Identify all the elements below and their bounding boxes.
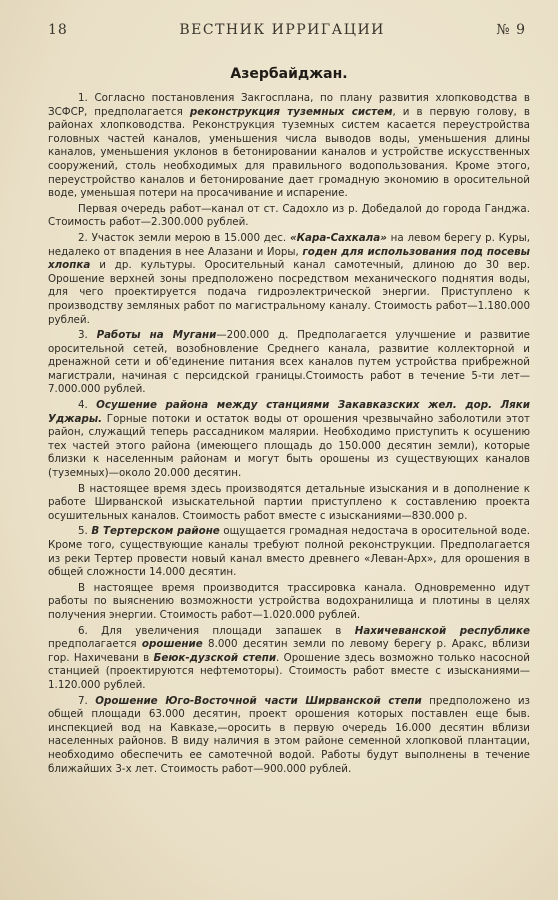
- paragraph-text: 4.: [78, 399, 97, 412]
- page-number: 18: [48, 22, 68, 38]
- paragraph: [48, 329, 530, 397]
- paragraph-text: 2. Участок земли мерою в 15.000 дес.: [78, 231, 290, 244]
- paragraph-text: , и в первую голову, в районах хлопководства. Реконструкция туземных систем касается переустройства головных частей каналов, уменьшения числа выводов воды, уменьшения длины каналов, уменьшения уклонов в бетонировании каналов и устройстве искусственных сооружений, столь необходимых для правильного водопользования. Кроме этого, переустройство каналов и бетонирование дает громадную экономию в оросительной воде, уменьшая потери на просачивание и испарение.: [48, 105, 530, 200]
- emphasized-text: Нахичеванской республике: [354, 624, 530, 637]
- emphasized-text: Осушение района между станциями Закавказских жел. дор. Ляки Уджары.: [48, 399, 530, 425]
- running-header: [48, 22, 530, 38]
- paragraph-text: 6. Для увеличения площади запашек в: [78, 624, 355, 637]
- emphasized-text: орошение: [141, 638, 203, 651]
- paragraph-text: на левом берегу р. Куры, недалеко от впадения в нее Алазани и Иоры,: [48, 231, 530, 258]
- paragraph-text: 7.: [78, 694, 96, 707]
- emphasized-text: Работы на Мугани: [96, 329, 217, 342]
- emphasized-text: В Тертерском районе: [91, 525, 220, 538]
- paragraph-text: ощущается громадная недостача в оросительной воде. Кроме того, существующие каналы требуют полной реконструкции. Предполагается из реки Тертер провести новый канал вместо древнего «Леван-Арх», для орошения в общей сложности 14.000 десятин.: [48, 525, 530, 579]
- issue-number: № 9: [496, 22, 526, 38]
- paragraph: [48, 525, 530, 579]
- paragraph-text: —200.000 д. Предполагается улучшение и развитие оросительной сетей, возобновление Среднего канала, развитие коллекторной и дренажной сети и об'единение питания всех каналов путем устройства прибрежной магистрали, начиная с персидской границы.Стоимость работ в течение 5-ти лет—7.000.000 рублей.: [48, 329, 530, 396]
- paragraph-text: 3.: [78, 329, 97, 342]
- paragraph: [48, 582, 530, 623]
- paragraph: [48, 483, 530, 524]
- paragraph: [48, 399, 530, 481]
- paragraph-text: предположено из общей площади 63.000 десятин, проект орошения которых поставлен еще быв. инспекцией вод на Кавказе,—оросить в первую очередь 16.000 десятин вблизи населенных районов. В виду наличия в этом районе семенной хлопковой плантации, необходимо обеспечить ее самотечной водой. Работы будут выполнены в течение ближайших 3-х лет. Стоимость работ—900.000 рублей.: [48, 694, 530, 775]
- journal-title: ВЕСТНИК ИРРИГАЦИИ: [179, 22, 385, 38]
- paragraph: [48, 625, 530, 693]
- section-heading: Азербайджан.: [230, 66, 348, 82]
- emphasized-text: «Кара-Сахкала»: [289, 231, 387, 244]
- paragraph-text: В настоящее время здесь производятся детальные изыскания и в дополнение к работе Ширванской изыскательной партии приступлено к составлению проекта осушительных каналов. Стоимость работ вместе с изысканиями—830.000 р.: [48, 482, 530, 522]
- paragraph: [48, 232, 530, 327]
- paragraph-text: . Орошение здесь возможно только насосной станцией (проектируются нефтемоторы). Стоимость работ вместе с изысканиями—1.120.000 рублей.: [48, 651, 530, 691]
- paragraph: [48, 695, 530, 777]
- paragraph-text: В настоящее время производится трассировка канала. Одновременно идут работы по выяснению возможности устройства водохранилища и плотины в целях получения энергии. Стоимость работ—1.020.000 рублей.: [48, 581, 530, 621]
- article-body: [48, 92, 530, 776]
- emphasized-text: Орошение Юго-Восточной части Ширванской степи: [95, 694, 422, 707]
- paragraph-text: и др. культуры. Оросительный канал самотечный, длиною до 30 вер. Орошение верхней зоны предположено посредством механического поднятия воды, для чего проектируется подача гидроэлектрической энергии. Приступлено к производству земляных работ по магистральному каналу. Стоимость работ—1.180.000 рублей.: [48, 259, 530, 326]
- paragraph-text: предполагается: [48, 638, 142, 651]
- paragraph-text: 1. Согласно постановления Закгосплана, по плану развития хлопководства в ЗСФСР, предполагается: [48, 92, 530, 118]
- paragraph-text: Первая очередь работ—канал от ст. Садохло из р. Добедалой до города Ганджа. Стоимость работ—2.300.000 рублей.: [48, 202, 530, 229]
- emphasized-text: Беюк-дузской степи: [153, 651, 277, 664]
- paragraph: [48, 203, 530, 230]
- paragraph-text: 5.: [78, 525, 92, 538]
- paragraph-text: Горные потоки и остаток воды от орошения чрезвычайно заболотили этот район, служащий теперь рассадником малярии. Необходимо приступить к осушению тех частей этого района (имеющего площадь до 150.000 десятин земли), которые близки к населенным районам и могут быть орошены из существующих каналов (туземных)—около 20.000 десятин.: [48, 412, 530, 480]
- paragraph-text: 8.000 десятин земли по левому берегу р. Аракс, вблизи гор. Нахичевани в: [48, 638, 530, 664]
- emphasized-text: реконструкция туземных систем: [189, 105, 393, 118]
- emphasized-text: годен для использования под посевы хлопка: [48, 245, 530, 272]
- paragraph: [48, 92, 530, 201]
